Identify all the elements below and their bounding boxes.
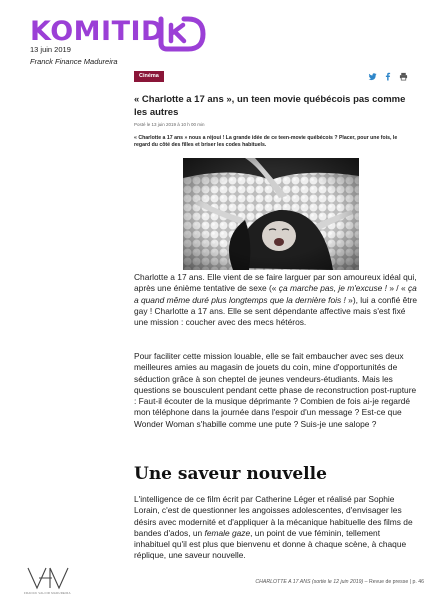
footer-logo-caption: FRANCK VALOIR MADUREIRA (24, 591, 71, 595)
print-icon (399, 72, 408, 81)
komitid-k-logo-icon (158, 16, 206, 52)
issue-date: 13 juin 2019 (30, 45, 71, 54)
article-photo (183, 158, 359, 270)
issue-author: Franck Finance Madureira (30, 57, 118, 66)
twitter-icon (368, 72, 377, 81)
category-badge[interactable]: Cinéma (134, 71, 164, 82)
facebook-share-button[interactable] (383, 72, 393, 82)
article-headline[interactable]: « Charlotte a 17 ans », un teen movie québécois pas comme les autres (134, 94, 406, 118)
article-lede: « Charlotte a 17 ans » nous a réjoui ! La grande idée de ce teen-movie québécois ? Placer, pour une fois, le regard du côté des filles et briser les codes habituels. (134, 135, 398, 149)
twitter-share-button[interactable] (368, 72, 378, 82)
facebook-icon (383, 72, 392, 81)
print-button[interactable] (399, 72, 409, 82)
article-paragraph-1: Charlotte a 17 ans. Elle vient de se faire larguer par son amoureux idéal qui, après une énième tentative de sexe (« ça marche pas, je m'excuse ! » / « ça a quand même duré plus longtemps que la dernière fois ! »), lui a confié être gay ! Charlotte a 17 ans. Elle se sent dépendante affective mais s'est fixé une mission : coucher avec des mecs hétéros. (134, 272, 418, 328)
ball-pit-girl-image (183, 158, 359, 270)
section-heading: Une saveur nouvelle (134, 464, 327, 484)
fvm-footer-logo-icon (26, 566, 70, 590)
posted-date: Posté le 13 juin 2019 à 10 h 00 min (134, 122, 205, 127)
article-paragraph-3: L'intelligence de ce film écrit par Catherine Léger et réalisé par Sophie Lorain, c'est de questionner les angoisses adolescentes, d'envisager les désirs avec modernité et d'appliquer à la mécanique habituelle des films de bandes d'ados, un female gaze, un point de vue féminin, tellement inhabituel qu'il est plus que bienvenu et donne à chaque scène, à chaque réplique, une saveur nouvelle. (134, 494, 413, 561)
site-logo-text[interactable]: KOMITID (30, 16, 164, 47)
article-paragraph-2: Pour faciliter cette mission louable, elle se fait embaucher avec ses deux meilleures amies au magasin de jouets du coin, mine d'opportunités de séduction grâce à son cheptel de jeunes vendeurs-étudiants. Mais les questions se bousculent pendant cette phase de reconstruction post-rupture : Faut-il écouter de la musique déprimante ? Combien de fois ai-je regardé mon téléphone dans la journée dans l'espoir d'un message ? Est-ce que Wonder Woman s'habille comme une pute ? Suis-je une salope ? (134, 351, 417, 429)
footer-press-review: CHARLOTTE A 17 ANS (sortie le 12 juin 2019) – Revue de presse | p. 46 (255, 579, 424, 585)
